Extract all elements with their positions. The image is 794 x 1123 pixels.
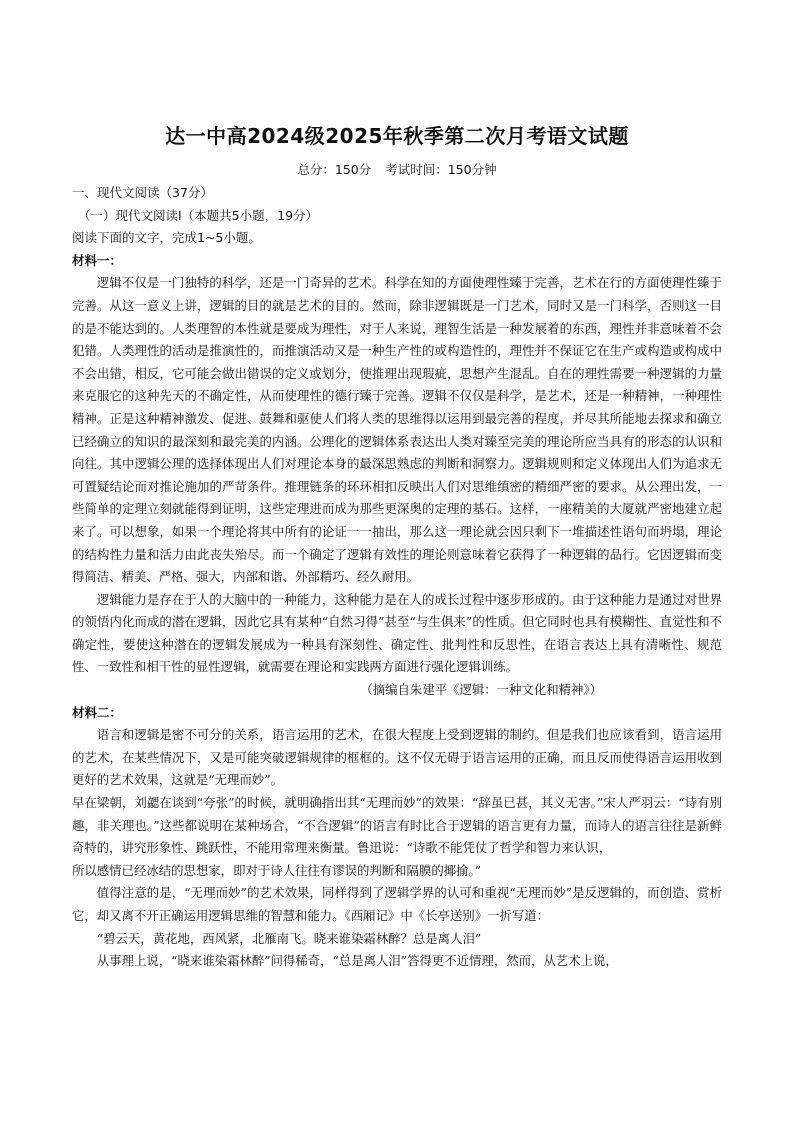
material-two-quote: “碧云天，黄花地，西风紧，北雁南飞。晓来谁染霜林醉？总是离人泪” (96, 930, 482, 946)
material-two-paragraph-1: 语言和逻辑是密不可分的关系，语言运用的艺术，在很大程度上受到逻辑的制约。但是我们也应该看到，语言运用的艺术，在某些情况下，又是可能突破逻辑规律的框框的。这不仅无碍于语言运用的正确，而且反而使得语言运用收到更好的艺术效果，这就是“无理而妙”。 (72, 727, 722, 788)
material-one-paragraph-1: 逻辑不仅是一门独特的科学，还是一门奇异的艺术。科学在知的方面使理性臻于完善，艺术在行的方面使理性臻于完善。从这一意义上讲，逻辑的目的就是艺术的目的。然而，除非逻辑既是一门艺术，同时又是一门科学，否则这一目的是不能达到的。人类理智的本性就是要成为理性，对于人来说，理智生活是一种发展着的东西，理性并非意味着不会犯错。人类理性的活动是推演性的，而推演活动又是一种生产性的或构造性的，理性并不保证它在生产或构造或构成中不会出错，相反，它可能会做出错误的定义或划分，使推理出现瑕疵，思想产生混乱。自在的理性需要一种逻辑的力量来克服它的这种先天的不确定性，从而使理性的德行臻于完善。逻辑不仅仅是科学，是艺术，还是一种精神，一种理性精神。正是这种精神激发、促进、鼓舞和驱使人们将人类的思维得以运用到最完善的程度，并尽其所能地去探求和确立已经确立的知识的最深刻和最完美的内涵。公理化的逻辑体系表达出人类对臻至完美的理论所应当具有的形态的认识和向往。其中逻辑公理的选择体现出人们对理论本身的最深思熟虑的判断和洞察力。逻辑规则和定义体现出人们为追求无可置疑结论而对推论施加的严苛条件。推理链条的环环相扣反映出人们对思维缜密的精细严密的要求。从公理出发，一些简单的定理立刻就能得到证明，这些定理进而成为那些更深奥的定理的基石。这样，一座精美的大厦就严密地建立起来了。可以想象，如果一个理论将其中所有的论证一一抽出，那么这一理论就会因只剩下一堆描述性语句而坍塌，理论的结构性力量和活力由此丧失殆尽。而一个确定了逻辑有效性的理论则意味着它获得了一种逻辑的品行。它因逻辑而变得简洁、精美、严格、强大，内部和谐、外部精巧、经久耐用。 (72, 275, 722, 585)
exam-meta (0, 160, 794, 178)
material-one-label: 材料一： (72, 252, 123, 268)
exam-body (72, 182, 722, 973)
reading-instruction: 阅读下面的文字，完成1~5小题。 (72, 230, 261, 246)
material-one-source: （摘编自朱建平《逻辑：一种文化和精神》） (360, 682, 602, 698)
material-two-paragraph-3: 所以感情已经冰结的思想家，即对于诗人往往有谬误的判断和隔膜的揶揄。” (72, 862, 482, 878)
material-two-label: 材料二： (72, 704, 123, 720)
material-two-paragraph-2: 早在梁朝，刘勰在谈到“夸张”的时候，就明确指出其“无理而妙”的效果：“辞虽已甚，其义无害。”宋人严羽云：“诗有别趣，非关理也。”这些都说明在某种场合，“不合逻辑”的语言有时比合于逻辑的语言更有力量，而诗人的语言往往是新鲜奇特的，讲究形象性、跳跃性，不能用常理来衡量。鲁迅说：“诗歌不能凭仗了哲学和智力来认识， (72, 795, 722, 856)
section-subheading: （一）现代文阅读Ⅰ（本题共5小题，19分） (78, 207, 319, 223)
total-score: 总分：150分 (297, 162, 372, 177)
material-one-paragraph-2: 逻辑能力是存在于人的大脑中的一种能力，这种能力是在人的成长过程中逐步形成的。由于这种能力是通过对世界的领悟内化而成的潜在逻辑，因此它具有某种“自然习得”甚至“与生俱来”的性质。但它同时也具有模糊性、直觉性和不确定性，要使这种潜在的逻辑发展成为一种具有深刻性、确定性、批判性和反思性，在语言表达上具有清晰性、规范性、一致性和相干性的显性逻辑，就需要在理论和实践两方面进行强化逻辑训练。 (72, 591, 722, 675)
material-two-paragraph-5: 从事理上说，“晓来谁染霜林醉”问得稀奇，“总是离人泪”答得更不近情理，然而，从艺术上说， (96, 953, 618, 969)
page-title: 达一中高2024级2025年秋季第二次月考语文试题 (165, 124, 629, 148)
section-heading: 一、现代文阅读（37分） (72, 185, 213, 200)
exam-time: 考试时间：150分钟 (385, 162, 497, 177)
material-two-paragraph-4: 值得注意的是，“无理而妙”的艺术效果，同样得到了逻辑学界的认可和重视“无理而妙”是反逻辑的，而创造、赏析它，却又离不开正确运用逻辑思维的智慧和能力。《西厢记》中《长亭送别》一折写道： (72, 885, 722, 923)
